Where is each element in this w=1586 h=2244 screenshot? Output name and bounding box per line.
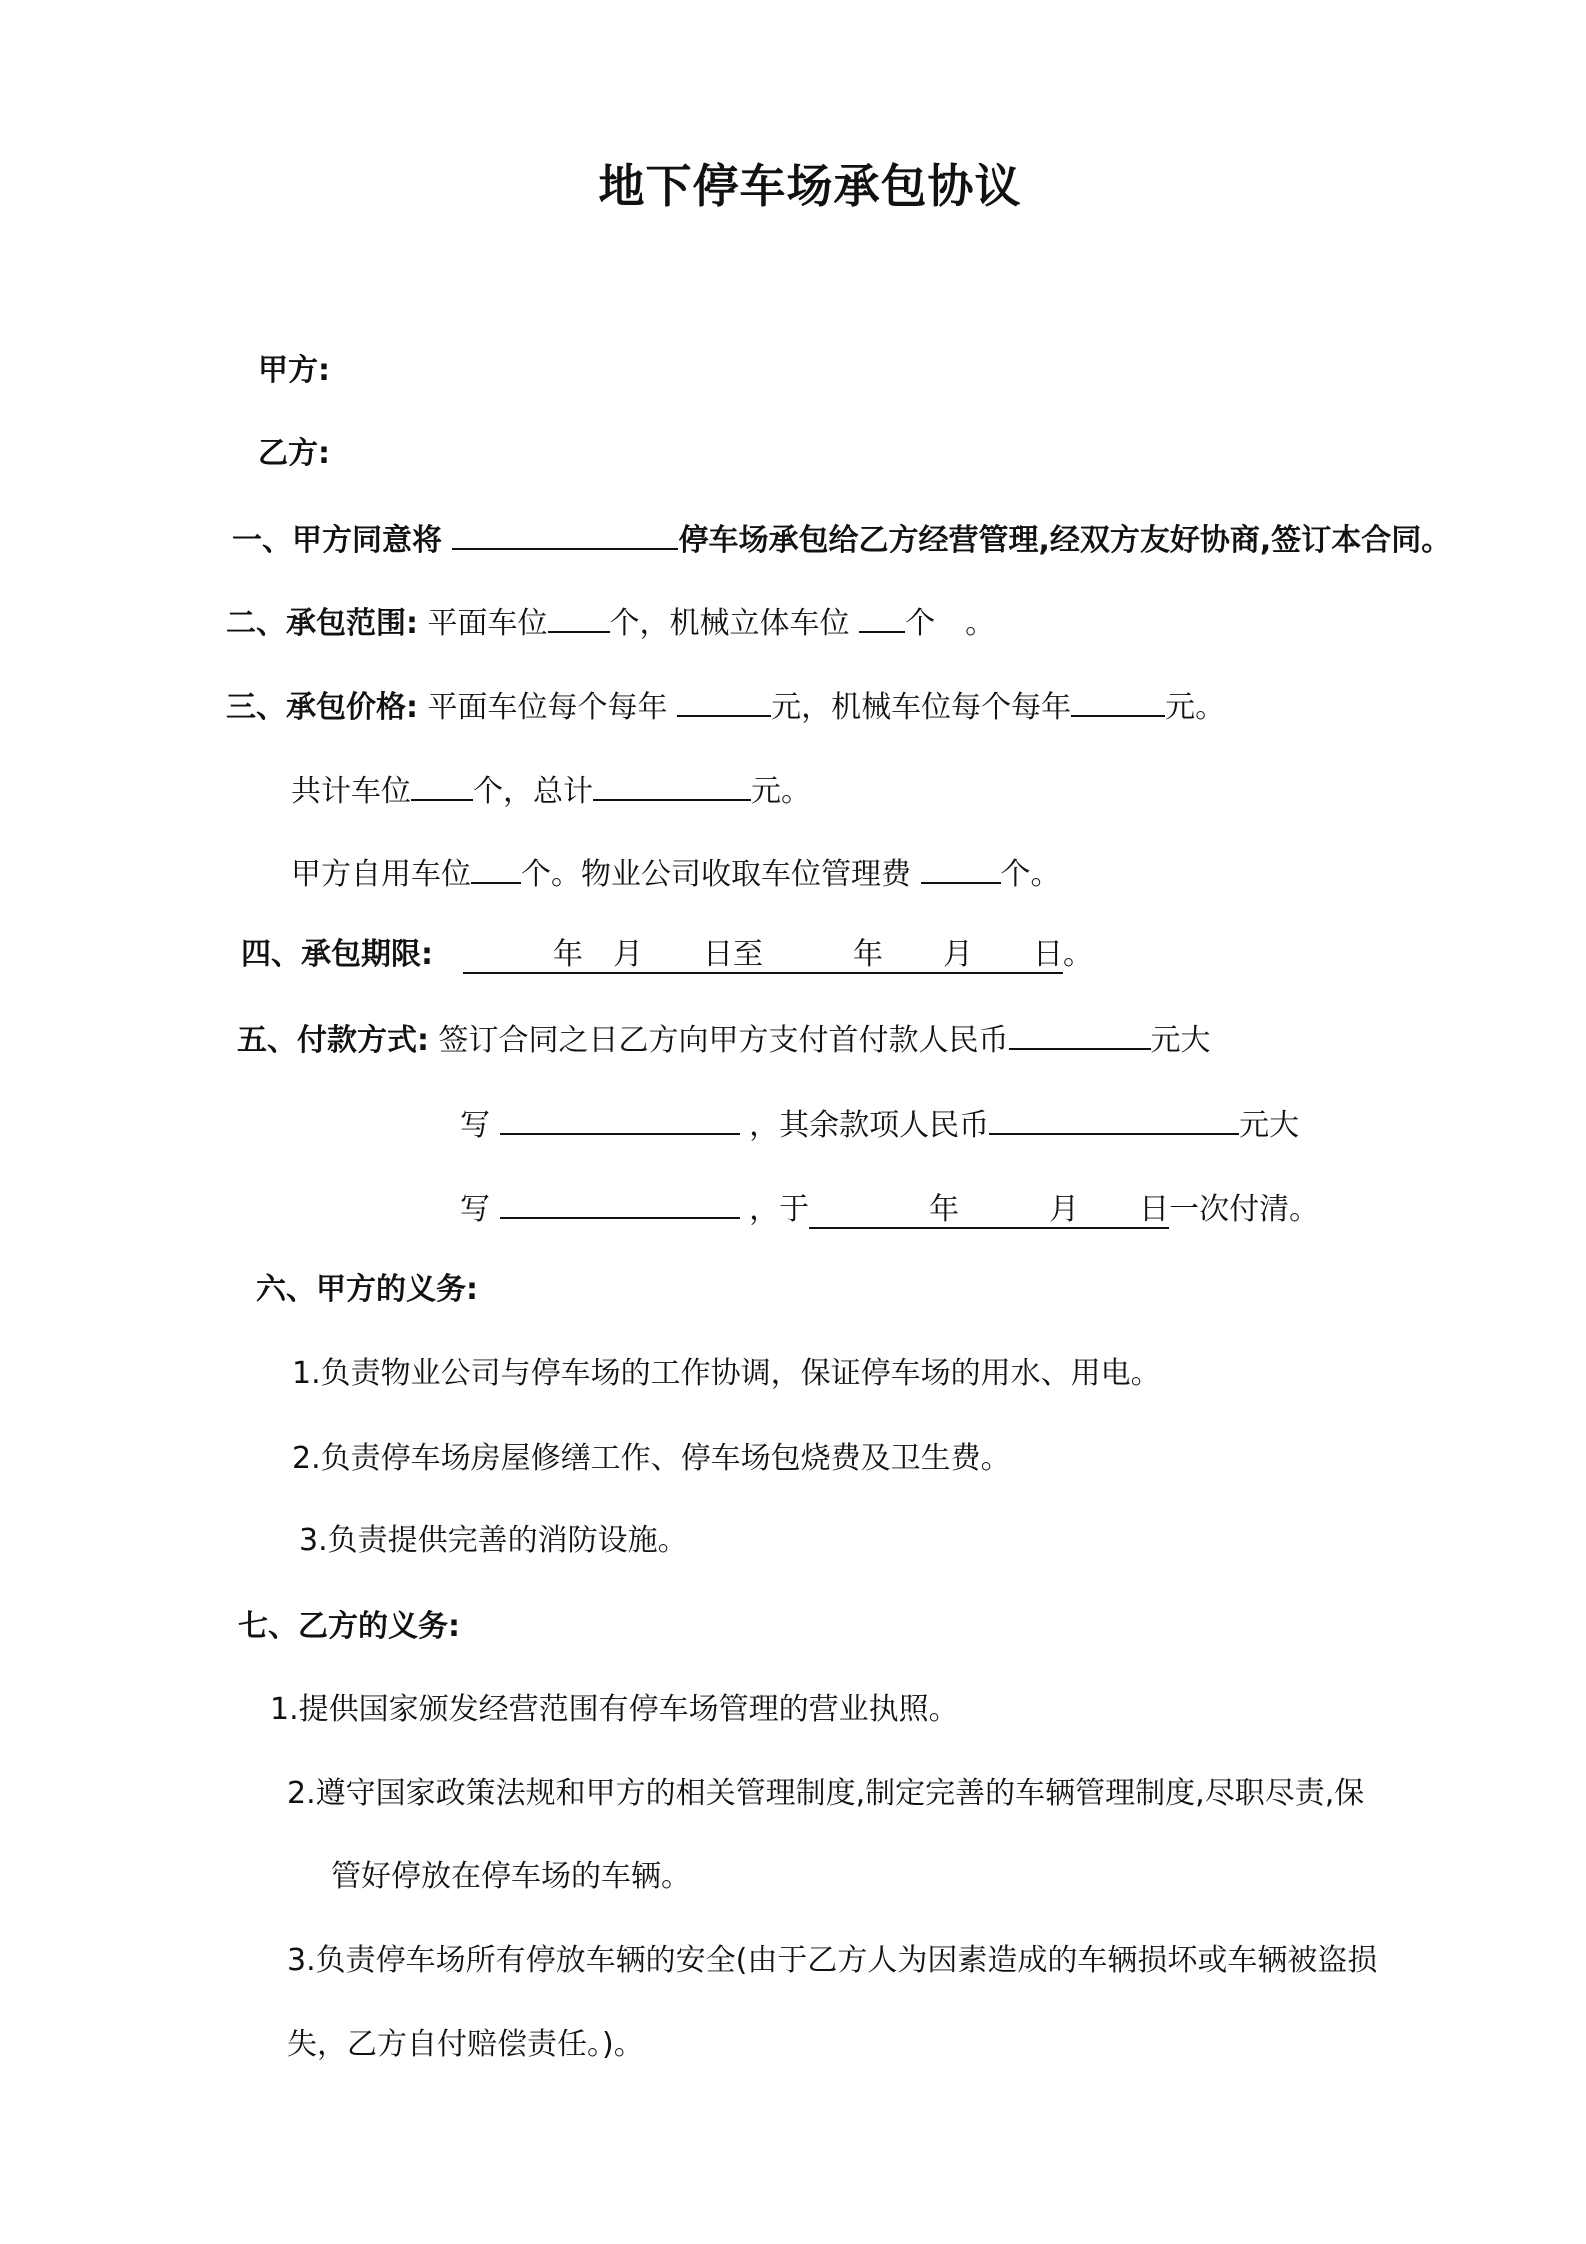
clause-6-item: 3.负责提供完善的消防设施。 <box>299 1523 688 1558</box>
text: 元，机械车位每个每年 <box>771 690 1072 725</box>
blank-down-payment[interactable] <box>1009 1018 1151 1050</box>
text: 元。 <box>751 774 811 809</box>
clause-5-head: 五、付款方式: <box>237 1023 429 1058</box>
clause-3 <box>226 685 1225 728</box>
party-b-label: 乙方: <box>258 436 330 471</box>
text: 共计车位 <box>291 774 411 809</box>
text: 元。 <box>1165 690 1226 725</box>
text: 元大 <box>1150 1023 1211 1058</box>
blank-down-payment-words[interactable] <box>500 1103 740 1135</box>
text: 签订合同之日乙方向甲方支付首付款人民币 <box>429 1023 1009 1058</box>
clause-5 <box>237 1018 1211 1061</box>
text: 个，总计 <box>473 774 593 809</box>
blank-mechanical-spaces[interactable] <box>859 601 905 633</box>
clause-7-head: 七、乙方的义务: <box>238 1609 460 1644</box>
text: 个。物业公司收取车位管理费 <box>521 857 921 892</box>
blank-total-amount[interactable] <box>593 769 751 801</box>
text: 一次付清。 <box>1169 1192 1320 1227</box>
clause-1 <box>232 518 1451 561</box>
clause-3-self-use <box>291 852 1061 895</box>
clause-7-item-cont: 失，乙方自付赔偿责任。)。 <box>287 2027 644 2062</box>
document-title: 地下停车场承包协议 <box>598 159 1022 213</box>
clause-4 <box>241 935 1093 975</box>
text: 甲方自用车位 <box>291 857 471 892</box>
blank-parking-lot[interactable] <box>452 518 678 550</box>
clause-3-head: 三、承包价格: <box>226 690 418 725</box>
clause-3-total <box>291 769 811 812</box>
text: 个，机械立体车位 <box>609 606 860 641</box>
text: ，其余款项人民币 <box>739 1108 990 1143</box>
clause-2 <box>226 601 995 644</box>
clause-6-head: 六、甲方的义务: <box>256 1272 478 1307</box>
clause-7-item: 2.遵守国家政策法规和甲方的相关管理制度,制定完善的车辆管理制度,尽职尽责,保 <box>287 1776 1365 1811</box>
clause-7-item: 3.负责停车场所有停放车辆的安全(由于乙方人为因素造成的车辆损坏或车辆被盗损 <box>287 1943 1378 1978</box>
clause-5-line-2 <box>460 1103 1299 1146</box>
text: 写 <box>460 1108 500 1143</box>
text: 平面车位每个每年 <box>418 690 678 725</box>
clause-7-item-cont: 管好停放在停车场的车辆。 <box>331 1859 691 1894</box>
clause-5-line-3 <box>460 1187 1319 1230</box>
blank-balance-words[interactable] <box>500 1187 740 1219</box>
clause-4-head: 四、承包期限: <box>241 937 433 972</box>
clause-6-item: 1.负责物业公司与停车场的工作协调，保证停车场的用水、用电。 <box>292 1356 1161 1391</box>
blank-mechanical-price[interactable] <box>1071 685 1165 717</box>
clause-1-tail: 停车场承包给乙方经营管理,经双方友好协商,签订本合同。 <box>678 523 1452 558</box>
party-a-label: 甲方: <box>258 353 330 388</box>
text: 元大 <box>1239 1108 1300 1143</box>
text: ，于 <box>739 1192 810 1227</box>
term-dates-field[interactable]: 年 月 日至 年 月 日 <box>463 937 1063 972</box>
text: 写 <box>460 1192 500 1227</box>
clause-6-item: 2.负责停车场房屋修缮工作、停车场包烧费及卫生费。 <box>292 1441 1011 1476</box>
blank-total-spaces[interactable] <box>411 769 473 801</box>
blank-flat-spaces[interactable] <box>548 601 610 633</box>
text: 个。 <box>1000 857 1061 892</box>
clause-7-item: 1.提供国家颁发经营范围有停车场管理的营业执照。 <box>270 1692 959 1727</box>
clause-2-head: 二、承包范围: <box>226 606 418 641</box>
clause-1-head: 一、甲方同意将 <box>232 523 453 558</box>
text: 。 <box>1063 937 1093 972</box>
blank-flat-price[interactable] <box>677 685 771 717</box>
text: 个 。 <box>905 606 996 641</box>
payment-date-field[interactable]: 年 月 日 <box>809 1192 1170 1227</box>
blank-self-use-spaces[interactable] <box>471 852 521 884</box>
text: 平面车位 <box>418 606 548 641</box>
blank-management-fee[interactable] <box>921 852 1001 884</box>
blank-balance[interactable] <box>989 1103 1239 1135</box>
